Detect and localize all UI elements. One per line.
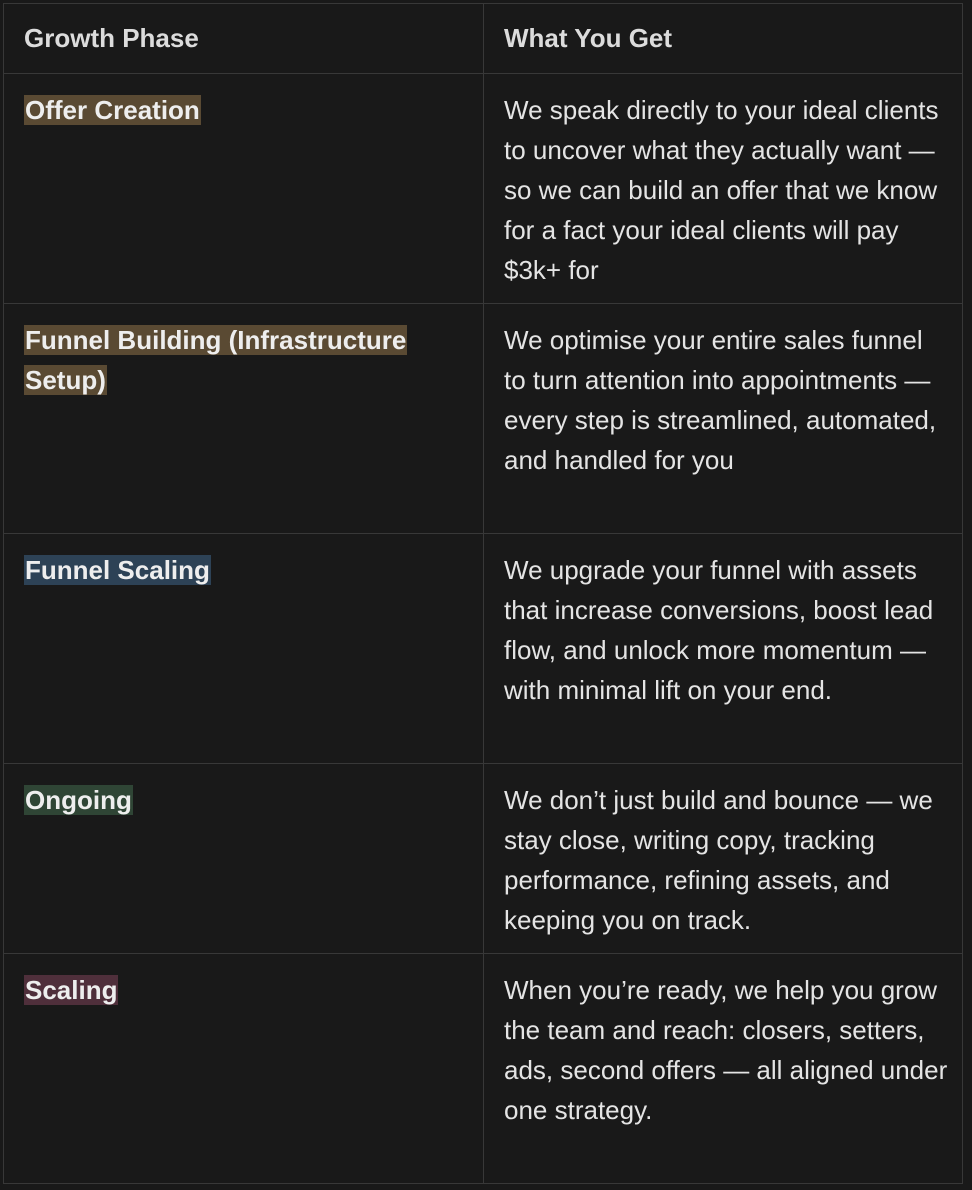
table-header-row [4, 4, 962, 74]
phase-cell [4, 74, 484, 303]
phase-cell [4, 304, 484, 533]
growth-phase-table [3, 3, 963, 1184]
description-cell: When you’re ready, we help you grow the team and reach: closers, setters, ads, second offers — all aligned under one strategy. [504, 975, 948, 1125]
phase-cell [4, 534, 484, 763]
description-cell: We optimise your entire sales funnel to turn attention into appointments — every step is streamlined, automated, and handled for you [504, 325, 937, 475]
phase-label-scaling: Scaling [25, 975, 118, 1005]
phase-cell [4, 954, 484, 1183]
phase-label-funnel-building: Funnel Building (Infrastructure Setup) [25, 325, 407, 395]
description-cell: We speak directly to your ideal clients to uncover what they actually want — so we can build an offer that we know for a fact your ideal clients will pay $3k+ for [504, 95, 939, 285]
phase-cell [4, 764, 484, 953]
phase-label-offer-creation: Offer Creation [25, 95, 200, 125]
table-row [4, 304, 962, 534]
description-cell: We don’t just build and bounce — we stay close, writing copy, tracking performance, refining assets, and keeping you on track. [504, 785, 933, 935]
phase-label-funnel-scaling: Funnel Scaling [25, 555, 210, 585]
table-row [4, 534, 962, 764]
header-what-you-get: What You Get [504, 23, 673, 53]
table-row [4, 954, 962, 1183]
phase-label-ongoing: Ongoing [25, 785, 132, 815]
table-row [4, 764, 962, 954]
description-cell: We upgrade your funnel with assets that increase conversions, boost lead flow, and unlock more momentum — with minimal lift on your end. [504, 555, 934, 705]
header-growth-phase: Growth Phase [4, 4, 484, 73]
table-row [4, 74, 962, 304]
